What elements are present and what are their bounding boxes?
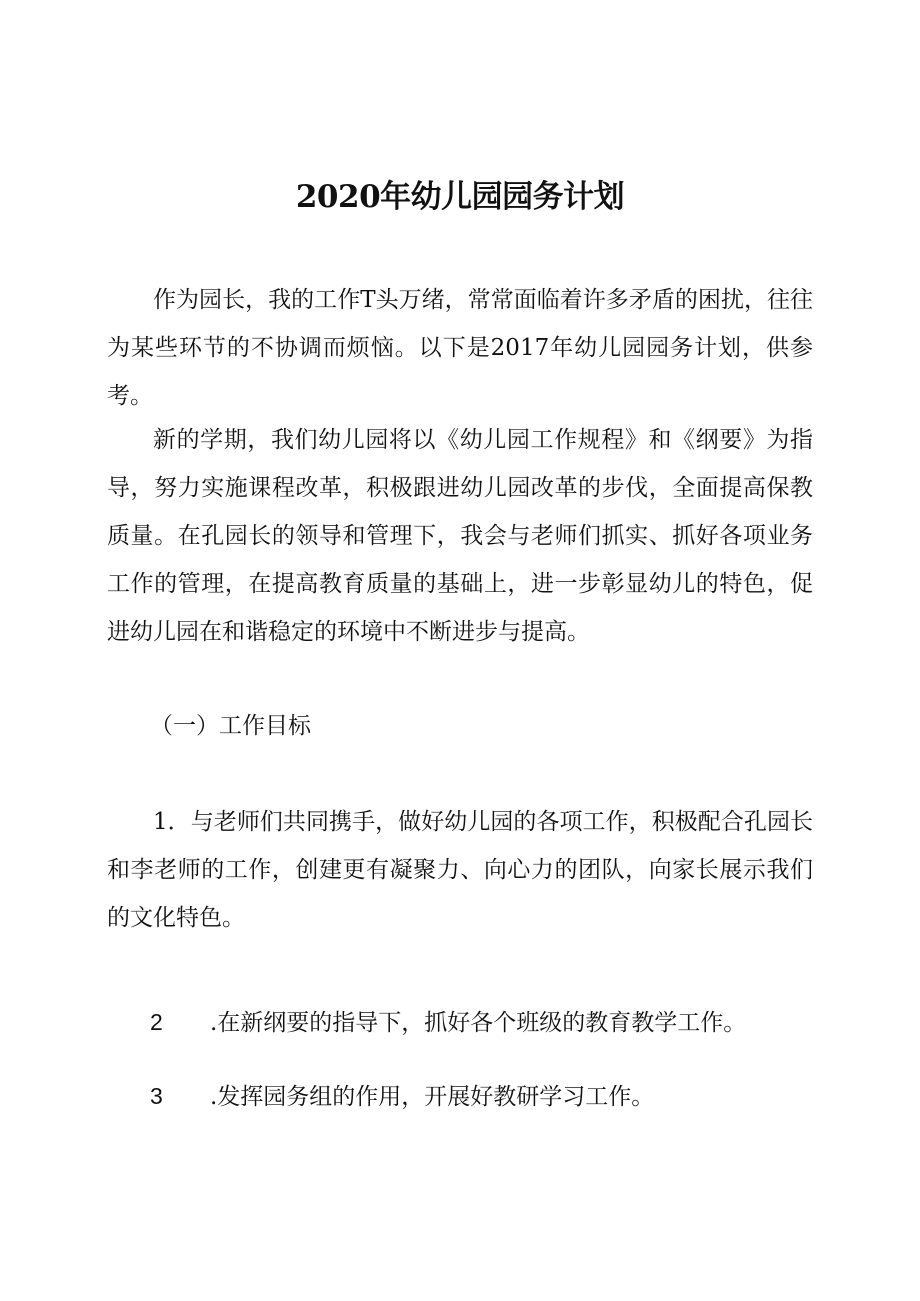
body-paragraph: 新的学期，我们幼儿园将以《幼儿园工作规程》和《纲要》为指导，努力实施课程改革，积极跟进幼儿园改革的步伐，全面提高保教质量。在孔园长的领导和管理下，我会与老师们抓实、抓好各项业务工作的管理，在提高教育质量的基础上，进一步彰显幼儿的特色，促进幼儿园在和谐稳定的环境中不断进步与提高。 — [107, 427, 813, 645]
document-title: 2020年幼儿园园务计划 — [295, 179, 625, 215]
section-heading: （一）工作目标 — [150, 713, 311, 739]
goal-item-2 — [150, 1000, 746, 1045]
goal-item-2-text: .在新纲要的指导下，抓好各个班级的教育教学工作。 — [210, 1010, 747, 1036]
goal-item-1: 1．与老师们共同携手，做好幼儿园的各项工作，积极配合孔园长和李老师的工作，创建更有凝聚力、向心力的团队，向家长展示我们的文化特色。 — [107, 809, 813, 931]
goal-item-3-text: .发挥园务组的作用，开展好教研学习工作。 — [210, 1084, 655, 1110]
goal-item-3 — [150, 1074, 654, 1119]
intro-paragraph: 作为园长，我的工作T头万绪，常常面临着许多矛盾的困扰，往往为某些环节的不协调而烦恼。以下是2017年幼儿园园务计划，供参考。 — [107, 287, 813, 409]
goal-item-2-number: 2 — [150, 1009, 163, 1035]
goal-item-3-number: 3 — [150, 1083, 163, 1109]
